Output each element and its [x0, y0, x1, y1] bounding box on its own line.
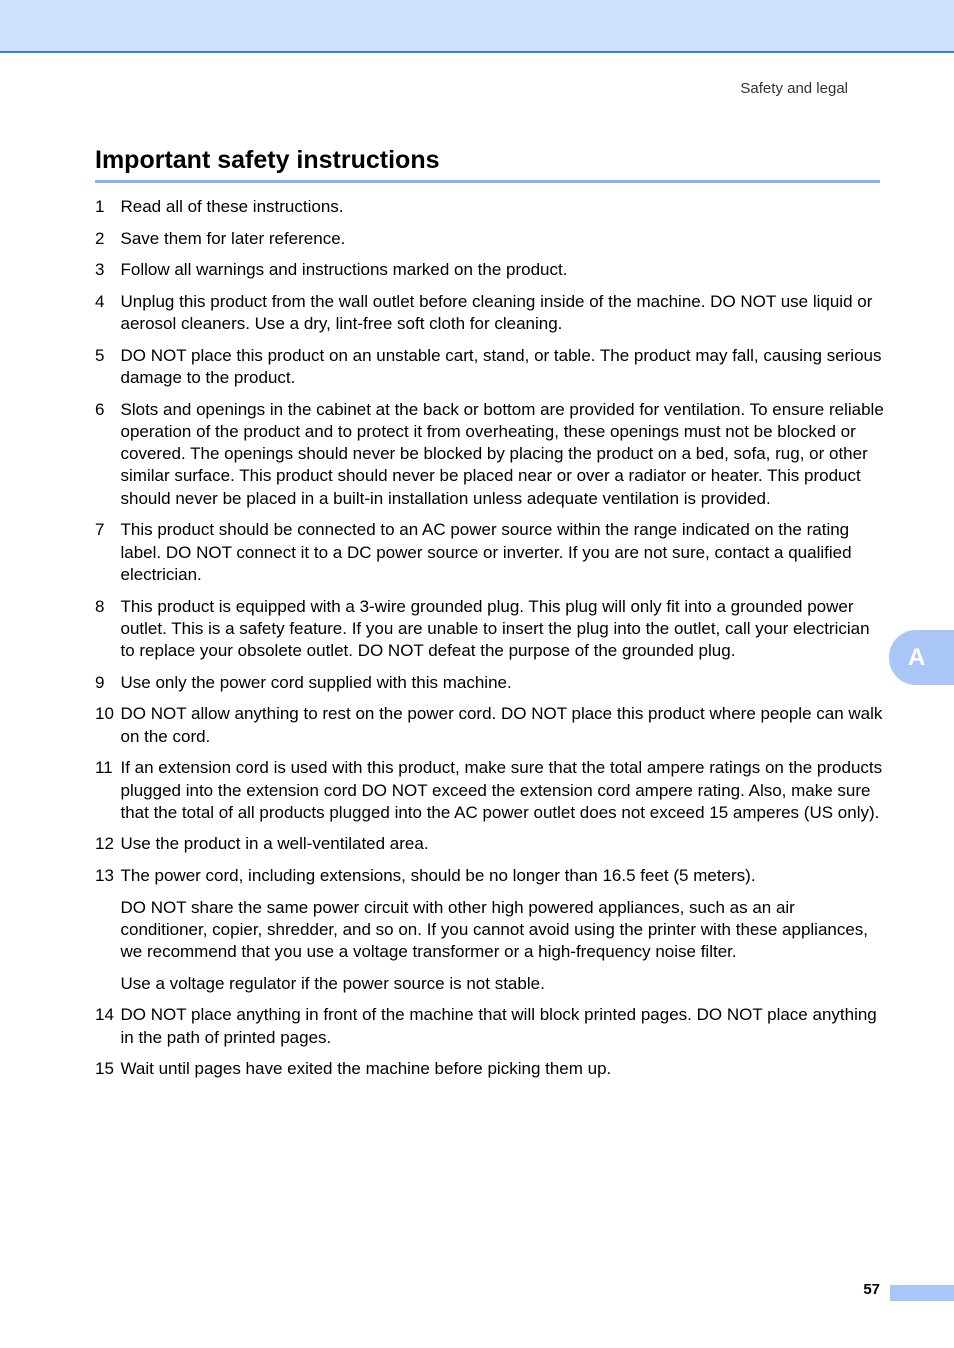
title-rule [95, 180, 880, 183]
page-number: 57 [863, 1281, 880, 1298]
list-item [95, 865, 885, 887]
item-number: 11 [95, 758, 113, 778]
appendix-tab: A [889, 630, 954, 685]
item-number: 12 [95, 834, 114, 854]
item-number: 3 [95, 260, 105, 280]
list-item [95, 228, 885, 250]
item-text: The power cord, including extensions, should be no longer than 16.5 feet (5 meters). [120, 865, 756, 885]
item-number: 8 [95, 596, 105, 616]
item-number: 14 [95, 1005, 114, 1025]
item-13-note: Use a voltage regulator if the power source is not stable. [120, 973, 545, 993]
item-number: 15 [95, 1059, 114, 1079]
item-13-note: DO NOT share the same power circuit with other high powered appliances, such as an air conditioner, copier, shredder, and so on. If you cannot avoid using the printer with these appliances, we recommend that you use a voltage transformer or a high-frequency noise filter. [120, 897, 869, 962]
page-title: Important safety instructions [95, 146, 440, 174]
list-item [95, 399, 885, 510]
list-item [95, 519, 885, 586]
list-item [95, 259, 885, 281]
item-text: Follow all warnings and instructions marked on the product. [120, 260, 568, 280]
item-text: This product should be connected to an AC power source within the range indicated on the rating label. DO NOT connect it to a DC power source or inverter. If you are not sure, contact a qualified electrician. [120, 520, 852, 584]
item-number: 7 [95, 520, 105, 540]
list-item [95, 291, 885, 336]
item-text: Wait until pages have exited the machine before picking them up. [120, 1059, 612, 1079]
item-text: If an extension cord is used with this product, make sure that the total ampere ratings on the products plugged into the extension cord DO NOT exceed the extension cord ampere rating. Also, make sure that the total of all products plugged into the AC power outlet does not exceed 15 amperes (US only). [120, 758, 883, 822]
item-text: Use only the power cord supplied with this machine. [120, 672, 512, 692]
item-number: 2 [95, 228, 105, 248]
list-item [95, 596, 885, 663]
item-text: Use the product in a well-ventilated area. [120, 834, 429, 854]
item-number: 13 [95, 865, 114, 885]
header-band [0, 0, 954, 53]
list-item [95, 757, 885, 824]
item-number: 10 [95, 704, 114, 724]
item-text: Slots and openings in the cabinet at the back or bottom are provided for ventilation. To ensure reliable operation of the product and to protect it from overheating, these openings must not be blocked or covered. The openings should never be blocked by placing the product on a bed, sofa, rug, or other similar surface. This product should never be placed near or over a radiator or heater. This product should never be placed in a built-in installation unless adequate ventilation is provided. [120, 399, 884, 508]
item-text: Read all of these instructions. [120, 197, 344, 216]
item-number: 1 [95, 197, 105, 216]
item-text: DO NOT allow anything to rest on the power cord. DO NOT place this product where people can walk on the cord. [120, 704, 883, 746]
list-item [95, 345, 885, 390]
page-number-bar [890, 1285, 954, 1301]
list-item [95, 1004, 885, 1049]
item-number: 6 [95, 399, 105, 419]
item-text: Unplug this product from the wall outlet before cleaning inside of the machine. DO NOT use liquid or aerosol cleaners. Use a dry, lint-free soft cloth for cleaning. [120, 291, 873, 334]
item-text: DO NOT place anything in front of the machine that will block printed pages. DO NOT place anything in the path of printed pages. [120, 1005, 877, 1047]
item-text: Save them for later reference. [120, 228, 346, 248]
list-item [95, 703, 885, 748]
item-number: 5 [95, 345, 105, 365]
list-item [95, 1058, 885, 1080]
list-item [95, 833, 885, 855]
item-number: 9 [95, 672, 105, 692]
item-number: 4 [95, 291, 105, 311]
list-item [95, 196, 885, 218]
item-text: DO NOT place this product on an unstable cart, stand, or table. The product may fall, causing serious damage to the product. [120, 345, 882, 387]
list-item [95, 672, 885, 694]
running-header: Safety and legal [740, 80, 848, 97]
item-text: This product is equipped with a 3-wire grounded plug. This plug will only fit into a grounded power outlet. This is a safety feature. If you are unable to insert the plug into the outlet, call your electrician to replace your obsolete outlet. DO NOT defeat the purpose of the grounded plug. [120, 596, 870, 661]
instruction-list [95, 196, 885, 1090]
